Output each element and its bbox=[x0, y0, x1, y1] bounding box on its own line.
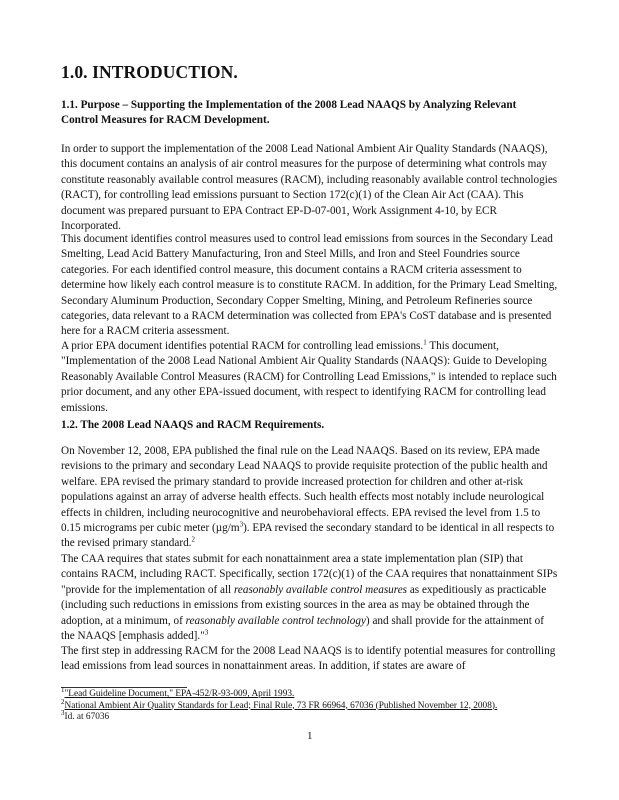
footnote-text: "Lead Guideline Document," EPA-452/R-93-009, April 1993. bbox=[64, 689, 295, 699]
paragraph-text: as expeditiously as practicable (including such reductions in emissions from existing sources in the area as may be obtained through the adoption, at a minimum, of bbox=[61, 583, 547, 627]
footnote-ref-1: 1 bbox=[423, 338, 427, 347]
footnote-2 bbox=[61, 697, 558, 713]
section-1-2-paragraph-2 bbox=[61, 552, 558, 644]
section-1-2-title: 1.2. The 2008 Lead NAAQS and RACM Requirements. bbox=[61, 419, 325, 431]
footnote-number: 1 bbox=[61, 685, 65, 694]
section-1-1-title: 1.1. Purpose – Supporting the Implementation of the 2008 Lead NAAQS by Analyzing Relevant Control Measures for RACM Development. bbox=[61, 99, 517, 126]
section-1-2-paragraph-3: The first step in addressing RACM for the 2008 Lead NAAQS is to identify potential measures for controlling lead emissions from lead sources in nonattainment areas. In addition, if states are aware of bbox=[61, 645, 556, 673]
page-number: 1 bbox=[307, 730, 313, 742]
footnote-number: 2 bbox=[61, 697, 65, 706]
section-1-1-paragraph-3 bbox=[61, 339, 558, 416]
footnote-text: Id. at 67036 bbox=[64, 712, 110, 722]
paragraph-text: On November 12, 2008, EPA published the final rule on the Lead NAAQS. Based on its review, EPA made revisions to the primary and secondary Lead NAAQS to provide requisite protection of the public health and welfare. EPA revised the primary standard to provide increased protection for children and other at-risk populations against an array of adverse health effects. Such health effects most notably include neurological effects in children, including neurocognitive and neurobehavioral effects. EPA revised the level from 1.5 to 0.15 micrograms per cubic meter (µg/m bbox=[61, 445, 548, 535]
page-title: 1.0. INTRODUCTION. bbox=[61, 62, 238, 82]
footnote-ref-3: 3 bbox=[204, 628, 209, 637]
footnote-text: National Ambient Air Quality Standards for Lead; Final Rule, 73 FR 66964, 67036 (Published November 12, 2008). bbox=[64, 700, 498, 711]
section-1-1-paragraph-2: This document identifies control measures used to control lead emissions from sources in the Secondary Lead Smelting, Lead Acid Battery Manufacturing, Iron and Steel Mills, and Iron and Steel Foundries source categories. For each identified control measure, this document contains a RACM criteria assessment to determine how likely each control measure is to constitute RACM. In addition, for the Primary Lead Smelting, Secondary Aluminum Production, Secondary Copper Smelting, Mining, and Petroleum Refineries source categories, data relevant to a RACM determination was collected from EPA's CoST database and is presented here for a RACM criteria assessment. bbox=[61, 233, 558, 338]
emphasis-text: reasonably available control measures bbox=[233, 583, 408, 596]
footnotes bbox=[61, 685, 558, 724]
footnote-3 bbox=[61, 708, 558, 724]
paragraph-text: The CAA requires that states submit for each nonattainment area a state implementation plan (SIP) that contains RACM, including RACT. Specifically, section 172(c)(1) of the CAA requires that nonattainment SIPs "provide for the implementation of all bbox=[61, 553, 558, 596]
emphasis-text: reasonably available control technology bbox=[185, 614, 366, 627]
footnote-divider bbox=[61, 687, 187, 688]
paragraph-text: ). EPA revised the secondary standard to be identical in all respects to the revised primary standard. bbox=[61, 522, 555, 550]
section-1-2-paragraph-1 bbox=[61, 444, 558, 552]
footnote-1 bbox=[61, 685, 558, 701]
paragraph-text: ) and shall provide for the attainment of the NAAQS [emphasis added]." bbox=[61, 614, 544, 643]
paragraph-text: A prior EPA document identifies potential RACM for controlling lead emissions. bbox=[61, 340, 424, 352]
superscript: 3 bbox=[239, 520, 244, 529]
section-1-1-paragraph-1: In order to support the implementation of the 2008 Lead National Ambient Air Quality Standards (NAAQS), this document contains an analysis of air control measures for the purpose of determining what controls may constitute reasonably available control measures (RACM), including reasonably available control technologies (RACT), for controlling lead emissions pursuant to Section 172(c)(1) of the Clean Air Act (CAA). This document was prepared pursuant to EPA Contract EP-D-07-001, Work Assignment 4-10, by ECR Incorporated. bbox=[61, 143, 558, 233]
footnote-ref-2: 2 bbox=[191, 535, 195, 544]
footnote-number: 3 bbox=[61, 708, 65, 717]
paragraph-text: This document, "Implementation of the 2008 Lead National Ambient Air Quality Standards (NAAQS): Guide to Developing Reasonably Available Control Measures (RACM) for Controlling Lead Emissions," is intended to replace such prior document, and any other EPA-issued document, with respect to identifying RACM for controlling lead emissions. bbox=[61, 340, 557, 414]
